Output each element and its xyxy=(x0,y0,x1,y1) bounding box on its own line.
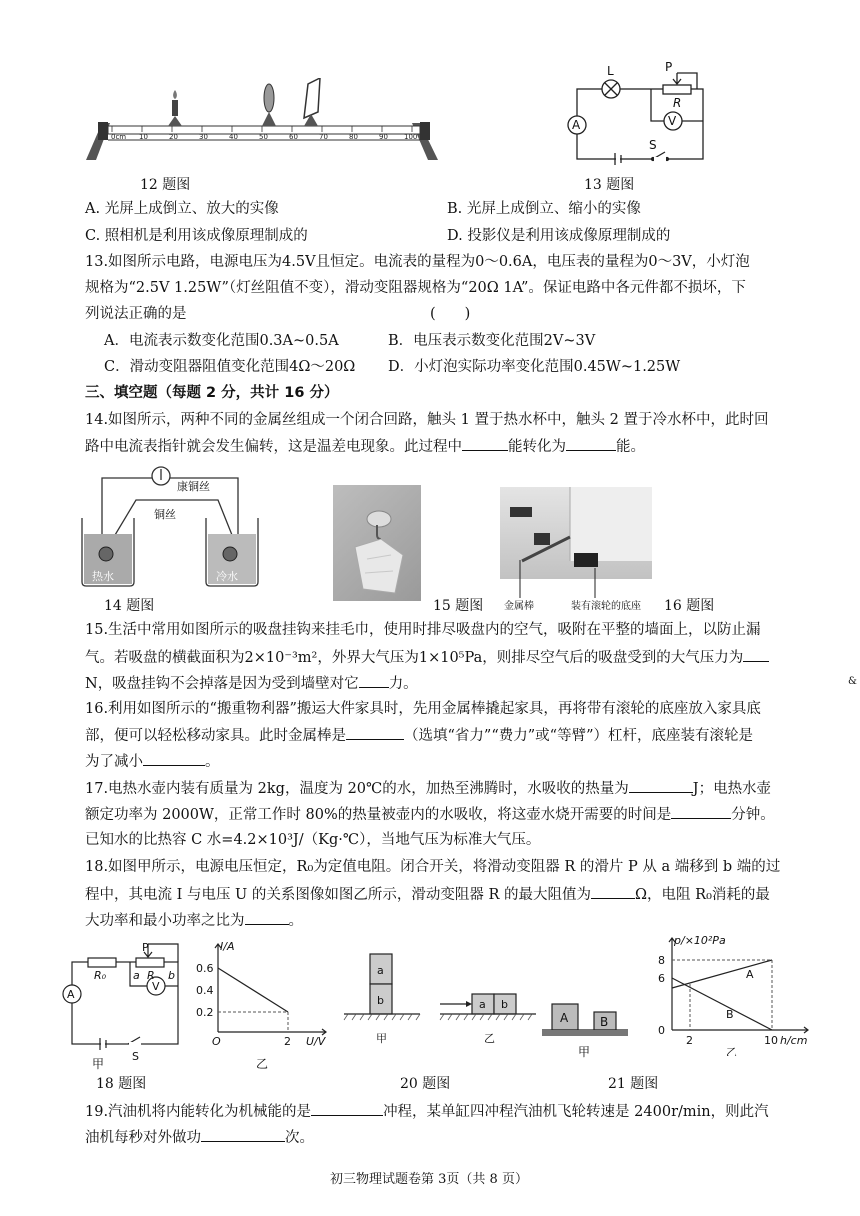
block-label: B xyxy=(600,1015,609,1029)
q13-option-d: D．小灯泡实际功率变化范围0.45W~1.25W xyxy=(388,359,681,375)
fig16-label-base: 装有滚轮的底座 xyxy=(571,601,641,612)
q15-text: 气。若吸盘的横截面积为2×10⁻³m²，外界大气压为1×10⁵Pa，则排尽空气后的吸盘受到的大气压力为 xyxy=(85,650,744,666)
label-a: a xyxy=(133,969,140,982)
q13-line2: 规格为“2.5V 1.25W”（灯丝阻值不变），滑动变阻器规格为“20Ω 1A”。保证电路中各元件都不损坏，下 xyxy=(85,280,746,296)
q13-option-c: C．滑动变阻器阻值变化范围4Ω～20Ω xyxy=(104,359,356,375)
sub-label: 乙 xyxy=(726,1046,737,1056)
axis-label-y: I/A xyxy=(220,940,235,953)
fig21-blocks-jia xyxy=(538,994,630,1060)
ruler-tick: 50 xyxy=(259,133,268,141)
q17-text: 分钟。 xyxy=(731,807,775,823)
block-label: b xyxy=(501,998,508,1011)
q14-line1: 14.如图所示，两种不同的金属丝组成一个闭合回路，触头 1 置于热水杯中，触头 2 置于冷水杯中，此时回 xyxy=(85,412,769,428)
q13-option-a: A．电流表示数变化范围0.3A~0.5A xyxy=(104,333,339,349)
label-V: V xyxy=(668,114,677,128)
origin-label: O xyxy=(212,1035,221,1048)
line-label-a: A xyxy=(746,968,754,981)
q13-line1: 13.如图所示电路，电源电压为4.5V且恒定。电流表的量程为0～0.6A，电压表的量程为0～3V，小灯泡 xyxy=(85,254,750,270)
q19-text: 冲程，某单缸四冲程汽油机飞轮转速是 2400r/min，则此汽 xyxy=(383,1104,769,1120)
q12-option-b: B. 光屏上成倒立、缩小的实像 xyxy=(447,201,641,217)
q16-line3 xyxy=(85,751,805,772)
q17-text: 额定功率为 2000W，正常工作时 80%的热量被壶内的水吸收，将这壶水烧开需要的时间是 xyxy=(85,807,672,823)
ruler-tick: 90 xyxy=(379,133,388,141)
answer-blank[interactable] xyxy=(591,884,635,899)
ruler-tick: 0cm xyxy=(111,133,127,141)
q18-text: 大功率和最小功率之比为 xyxy=(85,913,245,929)
fig20-caption: 20 题图 xyxy=(400,1076,451,1092)
fig16-pointer-lines xyxy=(500,560,652,600)
q15-line1: 15.生活中常用如图所示的吸盘挂钩来挂毛巾，使用时排尽吸盘内的空气，吸附在平整的墙面上，以防止漏 xyxy=(85,622,761,638)
line-label-b: B xyxy=(726,1008,734,1021)
ruler-tick: 30 xyxy=(199,133,208,141)
label-P: P xyxy=(142,941,149,954)
answer-blank[interactable] xyxy=(245,910,289,925)
fig21-graph-yi xyxy=(650,932,822,1056)
q13-line3 xyxy=(85,304,805,324)
tick-label: 2 xyxy=(686,1034,693,1047)
q15-text: N，吸盘挂钩不会掉落是因为受到墙壁对它 xyxy=(85,676,359,692)
q17-text: 17.电热水壶内装有质量为 2kg，温度为 20℃的水，加热至沸腾时，水吸收的热量为 xyxy=(85,781,629,797)
label-A: A xyxy=(572,118,581,132)
q18-text: Ω，电阻 R₀消耗的最 xyxy=(635,887,770,903)
q14-text: 能。 xyxy=(616,439,645,455)
q13-option-b: B．电压表示数变化范围2V~3V xyxy=(388,333,596,349)
ruler-tick: 60 xyxy=(289,133,298,141)
label-A: A xyxy=(67,988,75,1001)
fig12-optical-bench xyxy=(82,78,442,168)
label-S: S xyxy=(132,1050,139,1063)
fig12-caption: 12 题图 xyxy=(140,177,191,193)
ruler-tick: 10 xyxy=(139,133,148,141)
fig20-blocks xyxy=(340,944,540,1054)
q14-line2 xyxy=(85,436,805,457)
label-V: V xyxy=(152,980,160,993)
tick-label: 0.6 xyxy=(196,962,214,975)
fig13-circuit xyxy=(565,55,715,167)
q12-option-c: C. 照相机是利用该成像原理制成的 xyxy=(85,228,308,244)
label-tongsi: 铜丝 xyxy=(154,508,176,521)
sub-label: 乙 xyxy=(484,1032,495,1045)
answer-blank[interactable] xyxy=(629,778,693,793)
q12-option-a: A. 光屏上成倒立、放大的实像 xyxy=(85,201,279,217)
q15-line3 xyxy=(85,673,805,694)
fig15-caption: 15 题图 xyxy=(433,598,484,614)
q12-option-d: D. 投影仪是利用该成像原理制成的 xyxy=(447,228,671,244)
fig14-caption: 14 题图 xyxy=(104,598,155,614)
axis-label-x: U/V xyxy=(306,1035,326,1048)
answer-blank[interactable] xyxy=(346,725,404,740)
answer-blank[interactable] xyxy=(671,804,731,819)
q16-text: （选填“省力”“费力”或“等臂”）杠杆，底座装有滚轮是 xyxy=(404,728,753,744)
fig18-graph-yi xyxy=(196,938,336,1048)
q18-text: 程中，其电流 I 与电压 U 的关系图像如图乙所示，滑动变阻器 R 的最大阻值为 xyxy=(85,887,592,903)
axis-label-x: h/cm xyxy=(780,1034,808,1047)
tick-label: 6 xyxy=(658,972,665,985)
tick-label: 2 xyxy=(284,1035,291,1048)
block-label: a xyxy=(479,998,486,1011)
answer-paren: ( ) xyxy=(430,306,471,322)
fig21-caption: 21 题图 xyxy=(608,1076,659,1092)
section-title: 三、填空题（每题 2 分，共计 16 分） xyxy=(85,385,339,401)
fig16-caption: 16 题图 xyxy=(664,598,715,614)
label-R: R xyxy=(147,969,155,982)
label-R0: R₀ xyxy=(94,969,107,982)
answer-blank[interactable] xyxy=(311,1101,383,1116)
answer-blank[interactable] xyxy=(143,751,205,766)
margin-mark: & xyxy=(848,676,857,687)
tick-label: 0.2 xyxy=(196,1006,214,1019)
q17-line1 xyxy=(85,778,805,799)
q15-text: 力。 xyxy=(388,676,418,692)
label-L: L xyxy=(607,64,614,78)
fig15-suction-hook-photo xyxy=(333,485,421,601)
q16-line1: 16.利用如图所示的“搬重物利器”搬运大件家具时，先用金属棒撬起家具，再将带有滚轮的底座放入家具底 xyxy=(85,701,761,717)
fig14-thermocouple xyxy=(80,460,260,590)
q18-line1: 18.如图甲所示，电源电压恒定，R₀为定值电阻。闭合开关，将滑动变阻器 R 的滑片 P 从 a 端移到 b 端的过 xyxy=(85,859,781,875)
q17-line3: 已知水的比热容 C 水=4.2×10³J/（Kg·℃），当地气压为标准大气压。 xyxy=(85,832,541,848)
q18-line3 xyxy=(85,910,805,931)
q15-line2 xyxy=(85,647,805,668)
q18-line2 xyxy=(85,884,805,905)
q19-line2 xyxy=(85,1127,805,1148)
q16-text: 。 xyxy=(205,754,220,770)
fig16-label-rod: 金属棒 xyxy=(504,601,534,612)
tick-label: 0.4 xyxy=(196,984,214,997)
label-P: P xyxy=(665,60,673,74)
q19-text: 次。 xyxy=(285,1130,314,1146)
q16-text: 为了减小 xyxy=(85,754,143,770)
q14-text: 路中电流表指针就会发生偏转，这是温差电现象。此过程中 xyxy=(85,439,462,455)
ruler-tick: 40 xyxy=(229,133,238,141)
ruler-tick: 20 xyxy=(169,133,178,141)
answer-blank[interactable] xyxy=(566,436,616,451)
tick-label: 10 xyxy=(764,1034,778,1047)
q14-text: 能转化为 xyxy=(508,439,566,455)
block-label: A xyxy=(560,1011,569,1025)
q13-stem: 列说法正确的是 xyxy=(85,306,187,322)
answer-blank[interactable] xyxy=(359,673,389,688)
sub-label: 甲 xyxy=(376,1032,387,1045)
answer-blank[interactable] xyxy=(462,436,508,451)
q16-text: 部，便可以轻松移动家具。此时金属棒是 xyxy=(85,728,346,744)
label-kangtong: 康铜丝 xyxy=(177,480,210,493)
axis-label-y: p/×10²Pa xyxy=(674,934,726,947)
fig13-caption: 13 题图 xyxy=(584,177,635,193)
sub-label: 甲 xyxy=(578,1045,591,1059)
label-cold-water: 冷水 xyxy=(216,570,238,583)
tick-label: 8 xyxy=(658,954,665,967)
fig18-jia-label: 甲 xyxy=(92,1057,105,1071)
q16-line2 xyxy=(85,725,805,746)
block-label: b xyxy=(377,994,384,1007)
q18-text: 。 xyxy=(288,913,303,929)
ruler-tick: 70 xyxy=(319,133,328,141)
ruler-tick: 100 xyxy=(404,133,418,141)
fig18-yi-label: 乙 xyxy=(256,1057,269,1071)
label-b: b xyxy=(168,969,175,982)
q17-text: J；电热水壶 xyxy=(692,781,772,797)
answer-blank[interactable] xyxy=(201,1127,285,1142)
q19-text: 19.汽油机将内能转化为机械能的是 xyxy=(85,1104,312,1120)
ruler-tick: 80 xyxy=(349,133,358,141)
fig18-caption: 18 题图 xyxy=(96,1076,147,1092)
label-R: R xyxy=(673,96,682,110)
page-footer: 初三物理试题卷第 3页（共 8 页） xyxy=(330,1172,528,1187)
label-S: S xyxy=(649,138,657,152)
label-hot-water: 热水 xyxy=(92,570,114,583)
tick-label: 0 xyxy=(658,1024,665,1037)
q17-line2 xyxy=(85,804,805,825)
answer-blank[interactable] xyxy=(743,647,769,662)
q19-line1 xyxy=(85,1101,805,1122)
block-label: a xyxy=(377,964,384,977)
fig18-circuit-jia xyxy=(60,940,190,1070)
q19-text: 油机每秒对外做功 xyxy=(85,1130,201,1146)
